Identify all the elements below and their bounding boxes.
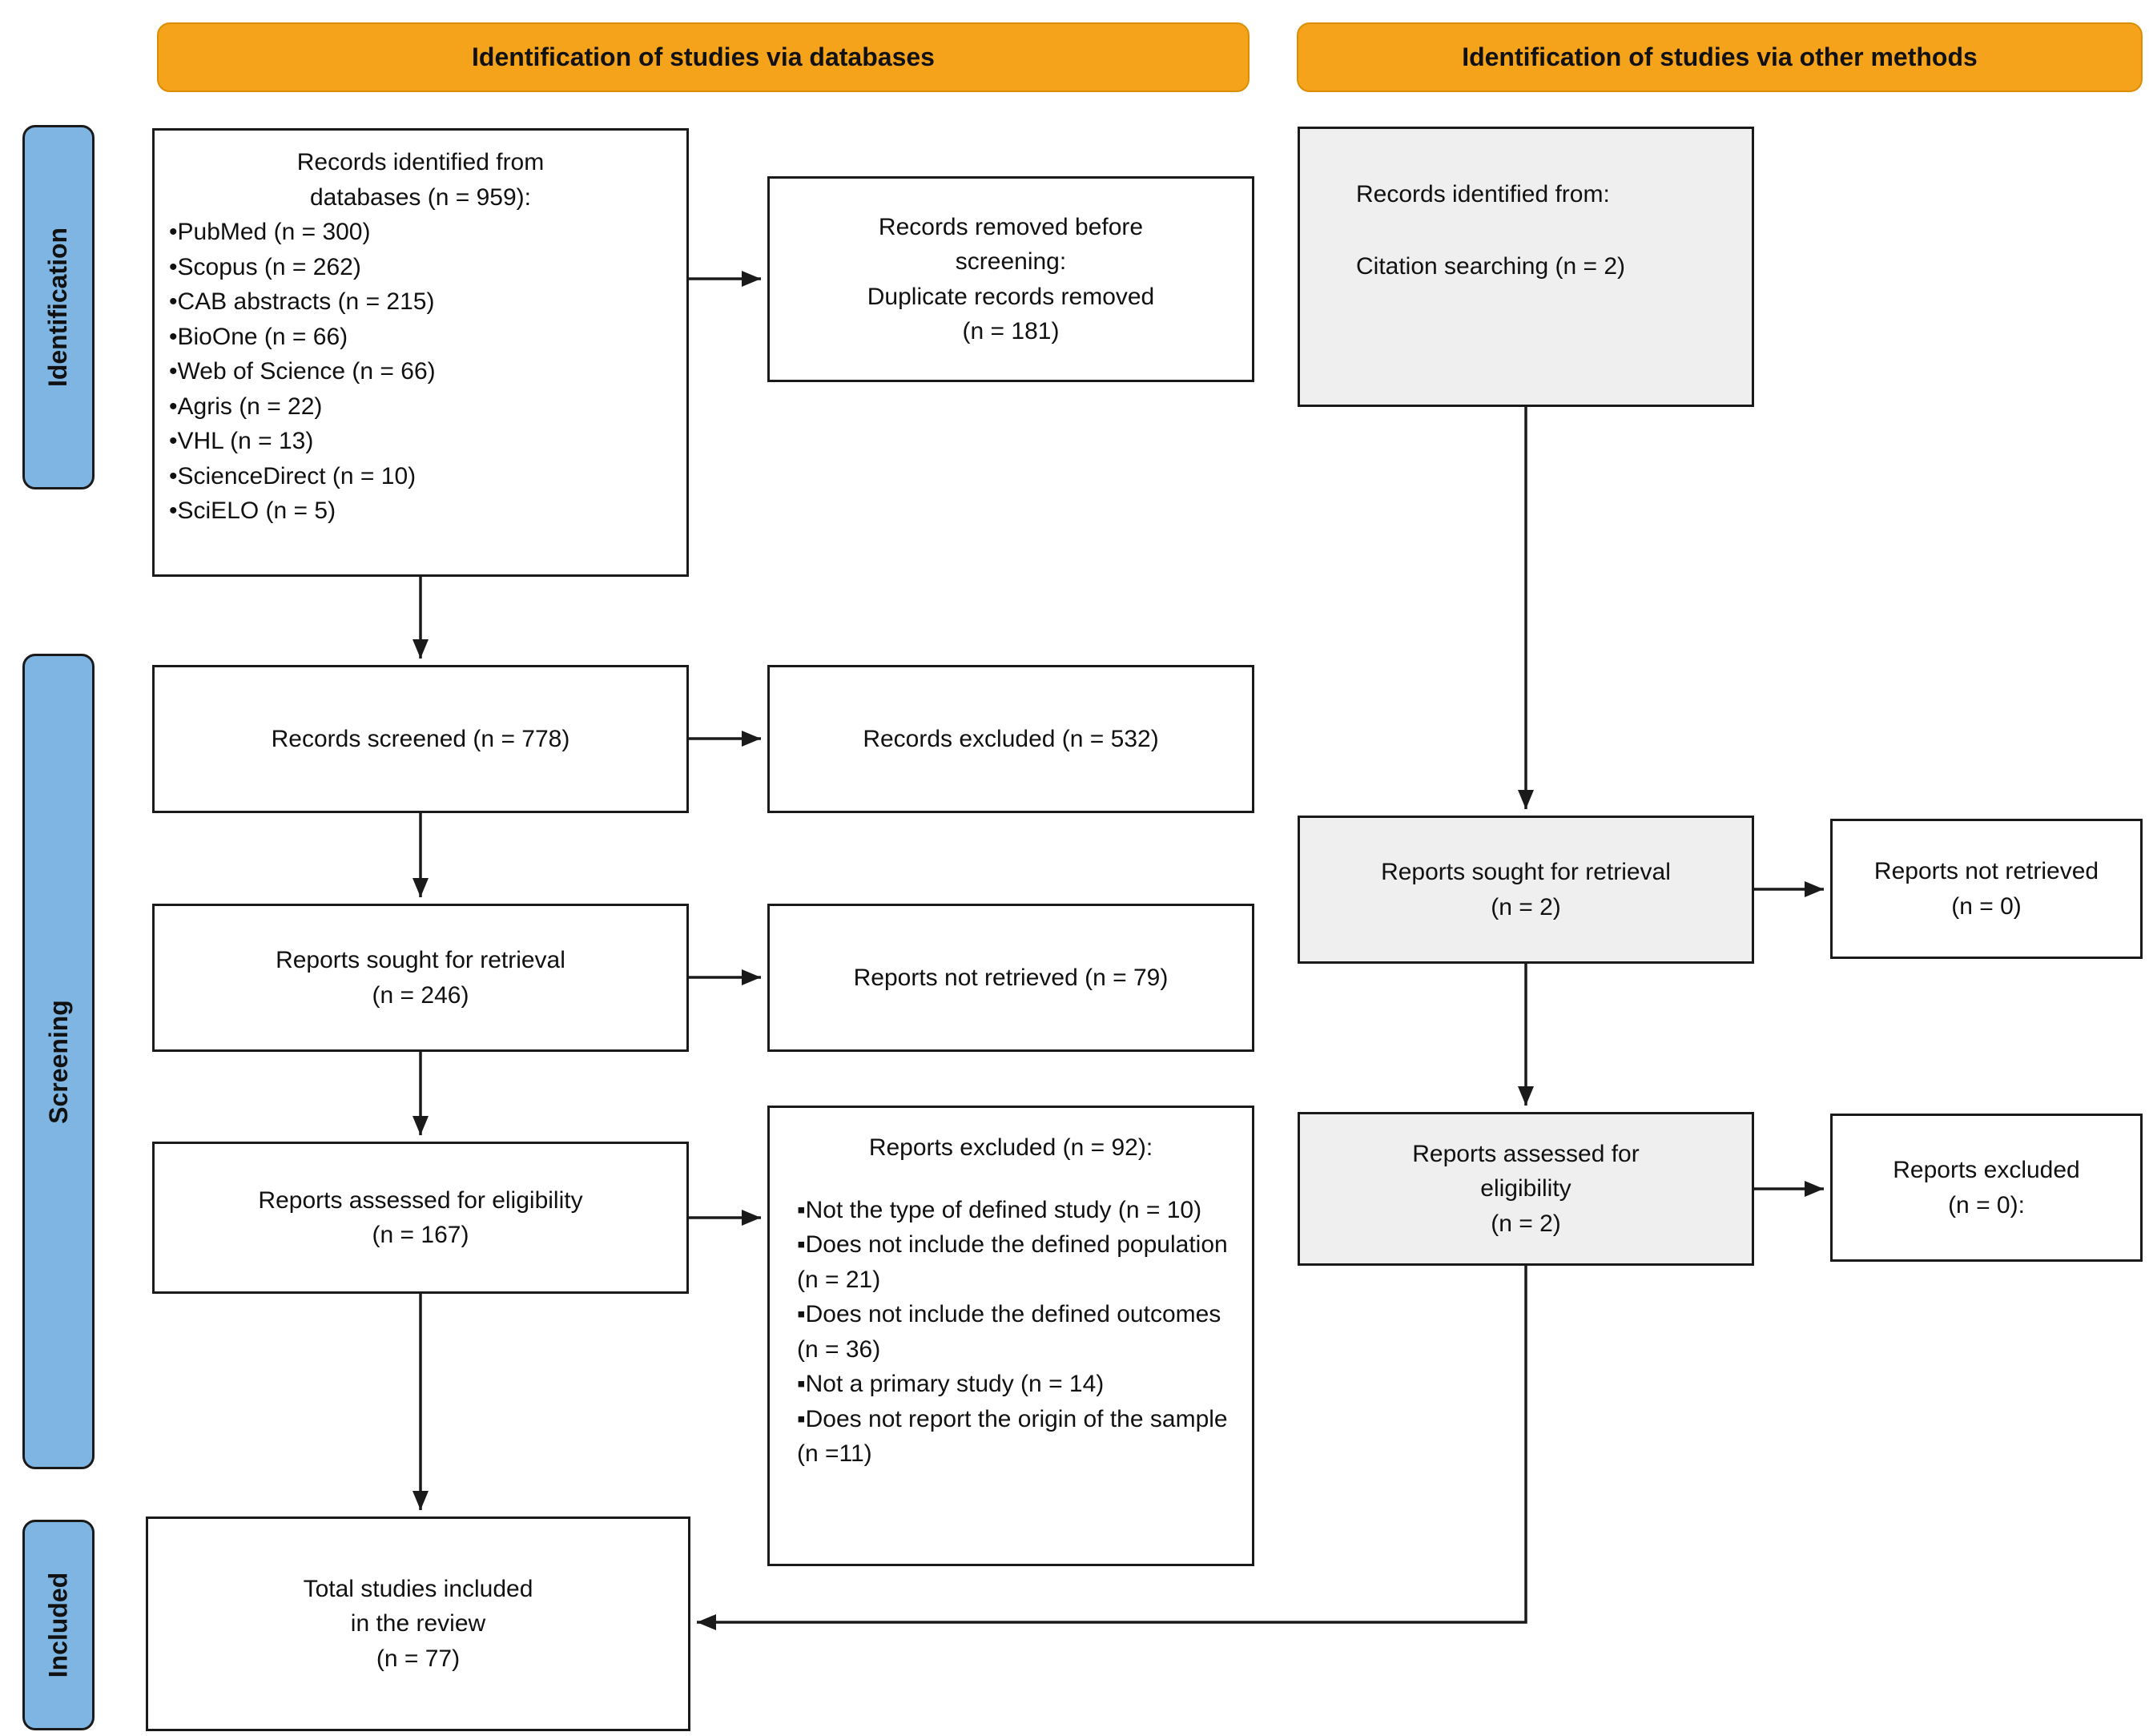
box-line: Records identified from — [296, 149, 545, 175]
box-line: Records identified from: — [1356, 181, 1610, 207]
stage-screening-label: Screening — [43, 999, 73, 1124]
box-line: databases (n = 959): — [309, 183, 532, 211]
box-line: Reports sought for retrieval — [276, 947, 565, 973]
exclusion-item: ▪Does not report the origin of the sample (n =11) — [797, 1405, 1228, 1467]
box-line: (n = 77) — [376, 1645, 461, 1672]
box-line: Duplicate records removed — [867, 283, 1155, 310]
box-line: Reports assessed for — [1412, 1140, 1640, 1167]
header-other-methods-label: Identification of studies via other methods — [1462, 42, 1978, 71]
db-list-item: •Scopus (n = 262) — [169, 253, 361, 280]
box-line: (n = 181) — [962, 318, 1060, 344]
db-list-item: •BioOne (n = 66) — [169, 323, 348, 350]
box-line: Reports excluded — [1893, 1157, 2080, 1183]
db-list-item: •Agris (n = 22) — [169, 393, 323, 420]
box-line: Records screened (n = 778) — [271, 725, 570, 752]
box-line: (n = 2) — [1491, 1210, 1561, 1237]
box-line: Total studies included — [303, 1575, 533, 1602]
exclusion-item: ▪Does not include the defined population (n = 21) — [797, 1231, 1228, 1293]
header-databases-label: Identification of studies via databases — [472, 42, 935, 71]
db-list-item: •PubMed (n = 300) — [169, 219, 371, 245]
box-line: Citation searching (n = 2) — [1356, 252, 1626, 280]
box-line: screening: — [955, 248, 1067, 275]
stage-included-label: Included — [43, 1572, 73, 1678]
box-line: Reports sought for retrieval — [1381, 859, 1671, 885]
box-line: eligibility — [1480, 1175, 1572, 1202]
exclusion-item: ▪Not a primary study (n = 14) — [797, 1371, 1105, 1397]
stage-identification-label: Identification — [43, 227, 73, 388]
db-list-item: •SciELO (n = 5) — [169, 497, 336, 524]
box-line: Reports not retrieved — [1873, 858, 2099, 884]
box-line: in the review — [350, 1610, 486, 1637]
box-line: Reports assessed for eligibility — [258, 1186, 583, 1214]
box-line: Records removed before — [878, 213, 1144, 240]
db-list-item: •ScienceDirect (n = 10) — [169, 462, 417, 489]
box-line: (n = 0) — [1951, 892, 2022, 920]
arrow-citation-to-total — [697, 1266, 1526, 1622]
db-list-item: •VHL (n = 13) — [169, 428, 314, 454]
box-line: Reports excluded (n = 92): — [868, 1134, 1153, 1161]
box-line: (n = 0): — [1948, 1191, 2025, 1218]
db-list-item: •CAB abstracts (n = 215) — [169, 288, 435, 315]
db-list-item: •Web of Science (n = 66) — [169, 358, 436, 385]
box-line: Reports not retrieved (n = 79) — [853, 964, 1169, 991]
exclusion-item: ▪Does not include the defined outcomes (n = 36) — [797, 1301, 1221, 1363]
box-line: (n = 2) — [1491, 893, 1561, 920]
box-line: (n = 246) — [372, 981, 469, 1009]
exclusion-item: ▪Not the type of defined study (n = 10) — [797, 1196, 1202, 1223]
box-line: (n = 167) — [372, 1222, 469, 1248]
box-line: Records excluded (n = 532) — [863, 725, 1159, 752]
